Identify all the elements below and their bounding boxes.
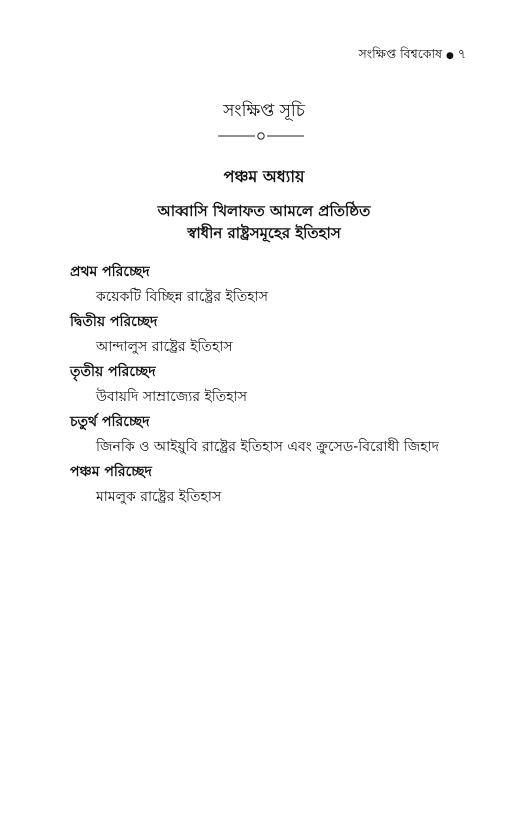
page-title: সংক্ষিপ্ত সূচি <box>223 101 305 121</box>
section-title: চতুর্থ পরিচ্ছেদ <box>70 414 150 430</box>
section-item: আন্দালুস রাষ্ট্রের ইতিহাস <box>96 339 233 355</box>
running-title: সংক্ষিপ্ত বিশ্বকোষ <box>358 46 443 61</box>
running-header <box>358 46 466 66</box>
chapter-heading-line-2: স্বাধীন রাষ্ট্রসমূহের ইতিহাস <box>187 224 341 242</box>
section-title: তৃতীয় পরিচ্ছেদ <box>70 364 156 380</box>
divider-ornament <box>214 129 308 143</box>
chapter-heading-line-1: আব্বাসি খিলাফত আমলে প্রতিষ্ঠিত <box>157 202 371 220</box>
section-item: উবায়দি সাম্রাজ্যের ইতিহাস <box>96 389 247 405</box>
page-number: ৭ <box>457 46 466 61</box>
chapter-label: পঞ্চম অধ্যায় <box>223 167 305 186</box>
section-title: পঞ্চম পরিচ্ছেদ <box>70 464 152 480</box>
section-title: প্রথম পরিচ্ছেদ <box>70 264 150 280</box>
section-item: কয়েকটি বিচ্ছিন্ন রাষ্ট্রের ইতিহাস <box>96 289 268 305</box>
section-item: জিনকি ও আইয়ুবি রাষ্ট্রের ইতিহাস এবং ক্রুসেড-বিরোধী জিহাদ <box>96 439 440 455</box>
section-title: দ্বিতীয় পরিচ্ছেদ <box>70 314 158 330</box>
bullet-separator: ● <box>446 51 454 61</box>
section-item: মামলুক রাষ্ট্রের ইতিহাস <box>96 489 222 505</box>
chapter-heading <box>0 200 528 244</box>
table-of-contents <box>70 260 490 510</box>
